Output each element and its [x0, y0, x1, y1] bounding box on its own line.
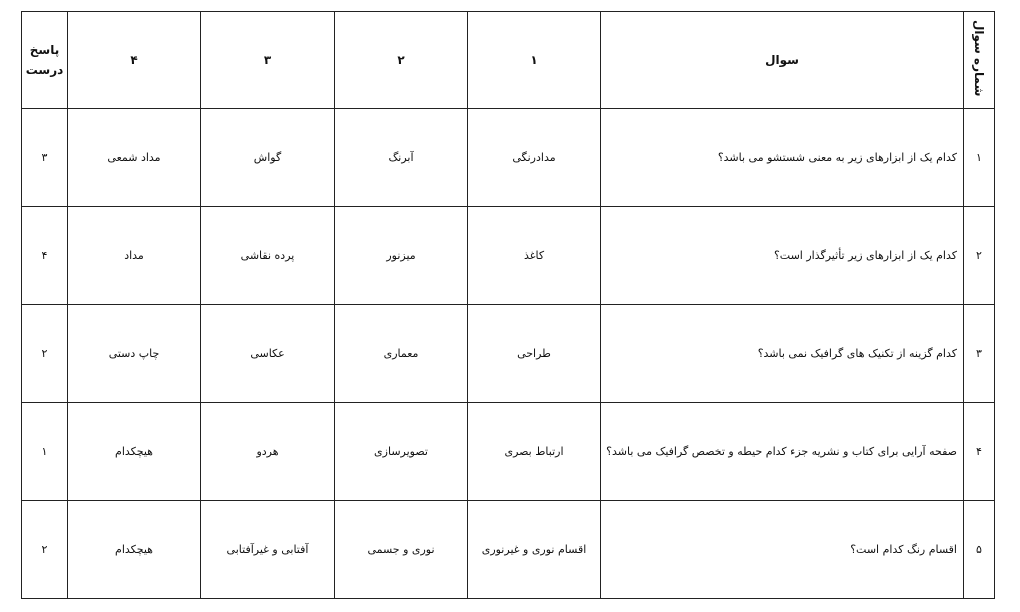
option-4: مداد — [68, 207, 201, 305]
header-question-number: شماره سوال — [964, 12, 995, 109]
option-3: عکاسی — [201, 305, 335, 403]
question-number: ۱ — [964, 109, 995, 207]
option-1: اقسام نوری و غیرنوری — [468, 501, 601, 599]
correct-answer: ۴ — [22, 207, 68, 305]
option-2: نوری و جسمی — [335, 501, 468, 599]
question-text: اقسام رنگ کدام است؟ — [601, 501, 964, 599]
table-row — [22, 207, 995, 305]
option-3: آفتابی و غیرآفتابی — [201, 501, 335, 599]
header-question: سوال — [601, 12, 964, 109]
header-correct-answer — [22, 12, 68, 109]
option-2: میزنور — [335, 207, 468, 305]
option-2: معماری — [335, 305, 468, 403]
option-4: هیچکدام — [68, 501, 201, 599]
correct-answer: ۱ — [22, 403, 68, 501]
header-answer-line1: پاسخ — [29, 43, 60, 57]
question-number: ۴ — [964, 403, 995, 501]
table-row — [22, 305, 995, 403]
option-3: پرده نقاشی — [201, 207, 335, 305]
table-row — [22, 403, 995, 501]
question-number: ۲ — [964, 207, 995, 305]
correct-answer: ۲ — [22, 501, 68, 599]
question-text: کدام یک از ابزارهای زیر تأثیرگذار است؟ — [601, 207, 964, 305]
table-row — [22, 501, 995, 599]
header-answer-line2: درست — [25, 63, 64, 77]
option-1: ارتباط بصری — [468, 403, 601, 501]
option-4: مداد شمعی — [68, 109, 201, 207]
table-row — [22, 109, 995, 207]
option-4: هیچکدام — [68, 403, 201, 501]
correct-answer: ۳ — [22, 109, 68, 207]
question-text: کدام یک از ابزارهای زیر به معنی شستشو می باشد؟ — [601, 109, 964, 207]
option-1: مدادرنگی — [468, 109, 601, 207]
header-row — [22, 12, 995, 109]
option-3: گواش — [201, 109, 335, 207]
correct-answer: ۲ — [22, 305, 68, 403]
header-option-3: ۳ — [201, 12, 335, 109]
option-2: آبرنگ — [335, 109, 468, 207]
quiz-table — [21, 11, 995, 599]
option-3: هردو — [201, 403, 335, 501]
option-4: چاپ دستی — [68, 305, 201, 403]
question-text: کدام گزینه از تکنیک های گرافیک نمی باشد؟ — [601, 305, 964, 403]
option-1: کاغذ — [468, 207, 601, 305]
header-option-4: ۴ — [68, 12, 201, 109]
question-text: صفحه آرایی برای کتاب و نشریه جزء کدام حیطه و تخصص گرافیک می باشد؟ — [601, 403, 964, 501]
question-number: ۳ — [964, 305, 995, 403]
option-2: تصویرسازی — [335, 403, 468, 501]
question-number: ۵ — [964, 501, 995, 599]
option-1: طراحی — [468, 305, 601, 403]
header-option-2: ۲ — [335, 12, 468, 109]
header-option-1: ۱ — [468, 12, 601, 109]
